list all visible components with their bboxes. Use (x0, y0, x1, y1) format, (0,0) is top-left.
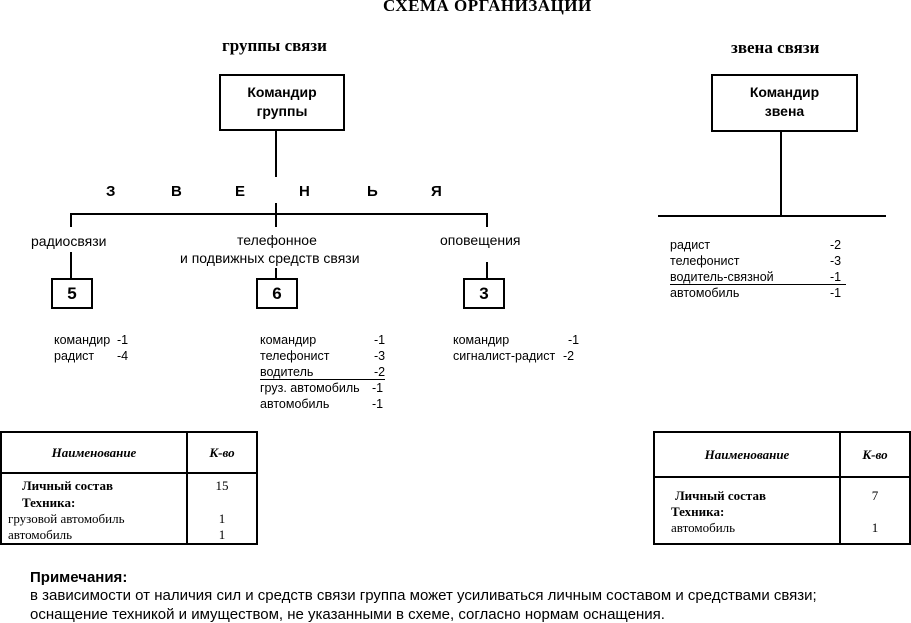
branch-count-alert: 3 (463, 278, 505, 309)
link-staff-name: радист (670, 238, 711, 252)
staff-phone-qty: -1 (372, 381, 384, 395)
staff-alert-qty: -1 (568, 333, 580, 347)
table-row-name: автомобиль (1, 527, 187, 544)
underline (260, 379, 385, 380)
page-title: СХЕМА ОРГАНИЗАЦИИ (383, 0, 592, 15)
branch-count-phone: 6 (256, 278, 298, 309)
link-staff-qty: -3 (830, 254, 842, 268)
table-row-name: грузовой автомобиль (1, 511, 187, 527)
branch-label-phone: телефонное (237, 232, 317, 248)
link-staff-name: автомобиль (670, 286, 740, 300)
staff-radio-name: командир (54, 333, 111, 347)
table-row-name: автомобиль (654, 520, 840, 544)
link-heading: звена связи (731, 38, 820, 57)
link-summary-table (653, 431, 911, 545)
staff-alert-name: сигналист-радист (453, 349, 556, 363)
notes-line: оснащение техникой и имуществом, не указанными в схеме, согласно нормам оснащения. (30, 606, 665, 623)
staff-alert-qty: -2 (563, 349, 575, 363)
notes-line: в зависимости от наличия сил и средств связи группа может усиливаться личным составом и средствами связи; (30, 587, 817, 604)
branch-label-phone: и подвижных средств связи (180, 250, 360, 266)
units-letter: В (171, 183, 182, 200)
table-row-qty: 1 (840, 520, 910, 544)
link-commander-box (711, 74, 858, 132)
table-row-qty (840, 504, 910, 520)
units-letter: Е (235, 183, 246, 200)
table-row-name: Техника: (654, 504, 840, 520)
group-commander-line2: группы (256, 103, 308, 119)
table-row-qty: 1 (187, 511, 257, 527)
link-commander-line1: Командир (749, 84, 820, 100)
connector-line (70, 252, 72, 278)
table-header-name: Наименование (654, 432, 840, 477)
group-commander-box (219, 74, 345, 131)
connector-line (275, 131, 277, 177)
table-row-name: Личный состав (654, 477, 840, 504)
staff-phone-name: командир (260, 333, 317, 347)
units-letter: З (106, 183, 116, 200)
staff-phone-qty: -3 (374, 349, 386, 363)
table-row-qty: 15 (187, 473, 257, 494)
staff-radio-qty: -1 (117, 333, 129, 347)
staff-phone-name: груз. автомобиль (260, 381, 360, 395)
staff-phone-name: автомобиль (260, 397, 330, 411)
connector-line (70, 213, 72, 227)
table-row-name: Личный состав (1, 473, 187, 494)
branch-count-radio: 5 (51, 278, 93, 309)
connector-line (486, 262, 488, 278)
staff-phone-qty: -2 (374, 365, 386, 379)
units-letter: Ь (367, 183, 378, 200)
link-staff-name: водитель-связной (670, 270, 774, 284)
link-bus-line (658, 215, 886, 217)
link-staff-qty: -1 (830, 270, 842, 284)
link-staff-name: телефонист (670, 254, 740, 268)
staff-radio-name: радист (54, 349, 95, 363)
staff-phone-name: водитель (260, 365, 314, 379)
table-header-name: Наименование (1, 432, 187, 473)
staff-phone-qty: -1 (372, 397, 384, 411)
link-staff-qty: -2 (830, 238, 842, 252)
staff-alert-name: командир (453, 333, 510, 347)
units-letter: Я (431, 183, 442, 200)
link-commander-line2: звена (764, 103, 805, 119)
connector-line (275, 268, 277, 278)
group-heading: группы связи (222, 36, 327, 55)
table-row-qty: 7 (840, 477, 910, 504)
underline (670, 284, 846, 285)
branch-bus-line (70, 213, 488, 215)
connector-line (275, 213, 277, 227)
link-staff-qty: -1 (830, 286, 842, 300)
branch-label-alert: оповещения (440, 232, 521, 248)
table-header-qty: К-во (840, 432, 910, 477)
connector-line (780, 132, 782, 216)
group-summary-table (0, 431, 258, 545)
table-row-qty: 1 (187, 527, 257, 544)
branch-label-radio: радиосвязи (31, 233, 107, 249)
table-row-name: Техника: (1, 494, 187, 511)
staff-phone-qty: -1 (374, 333, 386, 347)
notes-heading: Примечания: (30, 569, 128, 586)
group-commander-line1: Командир (247, 84, 317, 100)
units-letter: Н (299, 183, 310, 200)
connector-line (486, 213, 488, 227)
table-row-qty (187, 494, 257, 511)
staff-radio-qty: -4 (117, 349, 129, 363)
staff-phone-name: телефонист (260, 349, 330, 363)
table-header-qty: К-во (187, 432, 257, 473)
